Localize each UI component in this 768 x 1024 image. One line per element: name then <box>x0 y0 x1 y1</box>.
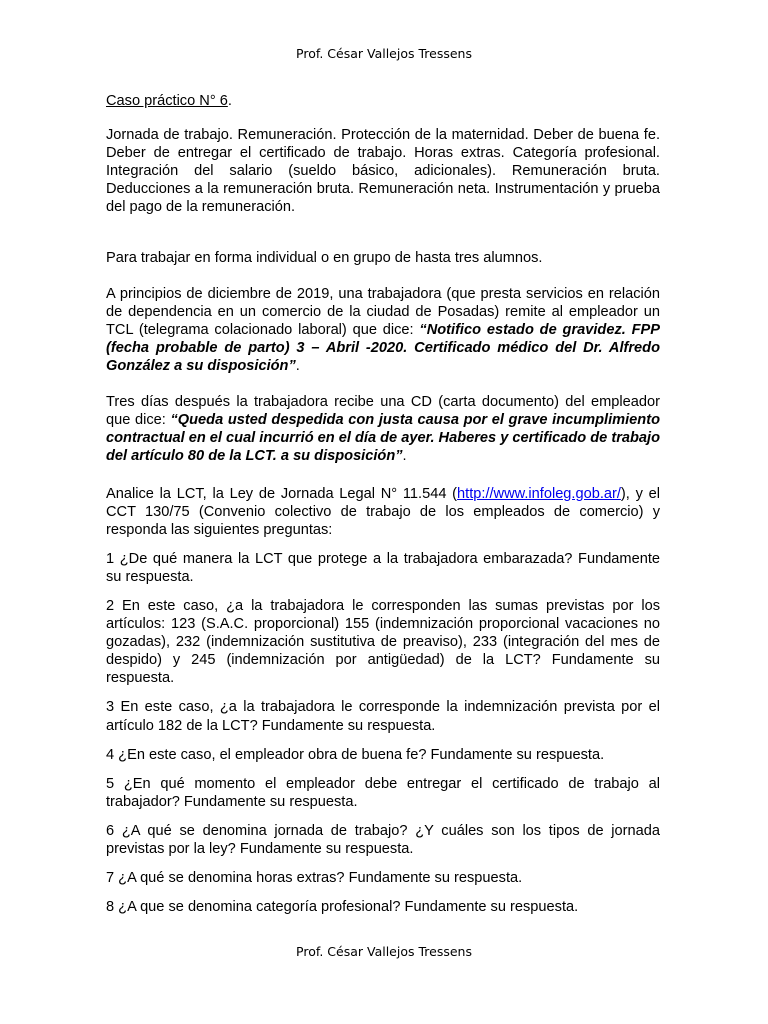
case-title: Caso práctico N° 6 <box>106 93 228 109</box>
question-item: 8 ¿A que se denomina categoría profesional? Fundamente su respuesta. <box>106 899 579 916</box>
case2-end: . <box>402 448 407 465</box>
case-title-period: . <box>227 93 232 109</box>
document-body <box>106 92 660 927</box>
case1-text: A principios de diciembre de 2019, una trabajadora (que presta servicios en relación de dependencia en un comercio de la ciudad de Posadas) remite al empleador un TCL (telegrama colacionado laboral) que dice: <box>106 285 660 338</box>
case2-quote: “Queda usted despedida con justa causa por el grave incumplimiento contractual en el cual incurrió en el día de ayer. Haberes y certificado de trabajo del artículo 80 de la LCT. a su disposición” <box>106 412 660 465</box>
page-header: Prof. César Vallejos Tressens <box>296 46 472 61</box>
question-item: 4 ¿En este caso, el empleador obra de buena fe? Fundamente su respuesta. <box>106 746 605 763</box>
case2-text: Tres días después la trabajadora recibe una CD (carta documento) del empleador que dice: <box>106 394 660 429</box>
intro-paragraph: Para trabajar en forma individual o en grupo de hasta tres alumnos. <box>106 249 543 266</box>
case-scenario-telegram <box>106 285 660 375</box>
case1-quote: “Notifico estado de gravidez. FPP (fecha probable de parto) 3 – Abril -2020. Certificado médico del Dr. Alfredo González a su disposición” <box>106 321 660 375</box>
question-item: 7 ¿A qué se denomina horas extras? Fundamente su respuesta. <box>106 870 523 887</box>
question-item: 6 ¿A qué se denomina jornada de trabajo? ¿Y cuáles son los tipos de jornada previstas por la ley? Fundamente su respuesta. <box>106 822 660 857</box>
page-footer: Prof. César Vallejos Tressens <box>296 944 472 959</box>
question-item: 3 En este caso, ¿a la trabajadora le corresponde la indemnización prevista por el artículo 182 de la LCT? Fundamente su respuesta. <box>106 699 660 734</box>
instructions-paragraph <box>106 485 660 539</box>
instructions-after: ), y el CCT 130/75 (Convenio colectivo de trabajo de los empleados de comercio) y responda las siguientes preguntas: <box>106 485 660 538</box>
instructions-before: Analice la LCT, la Ley de Jornada Legal N° 11.544 ( <box>106 485 458 502</box>
case1-end: . <box>295 358 300 375</box>
topics-paragraph: Jornada de trabajo. Remuneración. Protección de la maternidad. Deber de buena fe. Deber de entregar el certificado de trabajo. Horas extras. Categoría profesional. Integración del salario (sueldo básico, adicionales). Remuneración bruta. Deducciones a la remuneración bruta. Remuneración neta. Instrumentación y prueba del pago de la remuneración. <box>106 127 660 216</box>
case-title-line <box>106 92 660 110</box>
question-item: 2 En este caso, ¿a la trabajadora le corresponden las sumas previstas por los artículos: 123 (S.A.C. proporcional) 155 (indemnización proporcional vacaciones no gozadas), 232 (indemnización sustitutiva de preaviso), 233 (integración del mes de despido) y 245 (indemnización por antigüedad) de la LCT? Fundamente su respuesta. <box>106 597 660 687</box>
infoleg-link[interactable]: http://www.infoleg.gob.ar/ <box>457 485 621 502</box>
question-item: 5 ¿En qué momento el empleador debe entregar el certificado de trabajo al trabajador? Fundamente su respuesta. <box>106 775 660 810</box>
question-item: 1 ¿De qué manera la LCT que protege a la trabajadora embarazada? Fundamente su respuesta. <box>106 550 660 585</box>
case-scenario-letter <box>106 393 660 465</box>
